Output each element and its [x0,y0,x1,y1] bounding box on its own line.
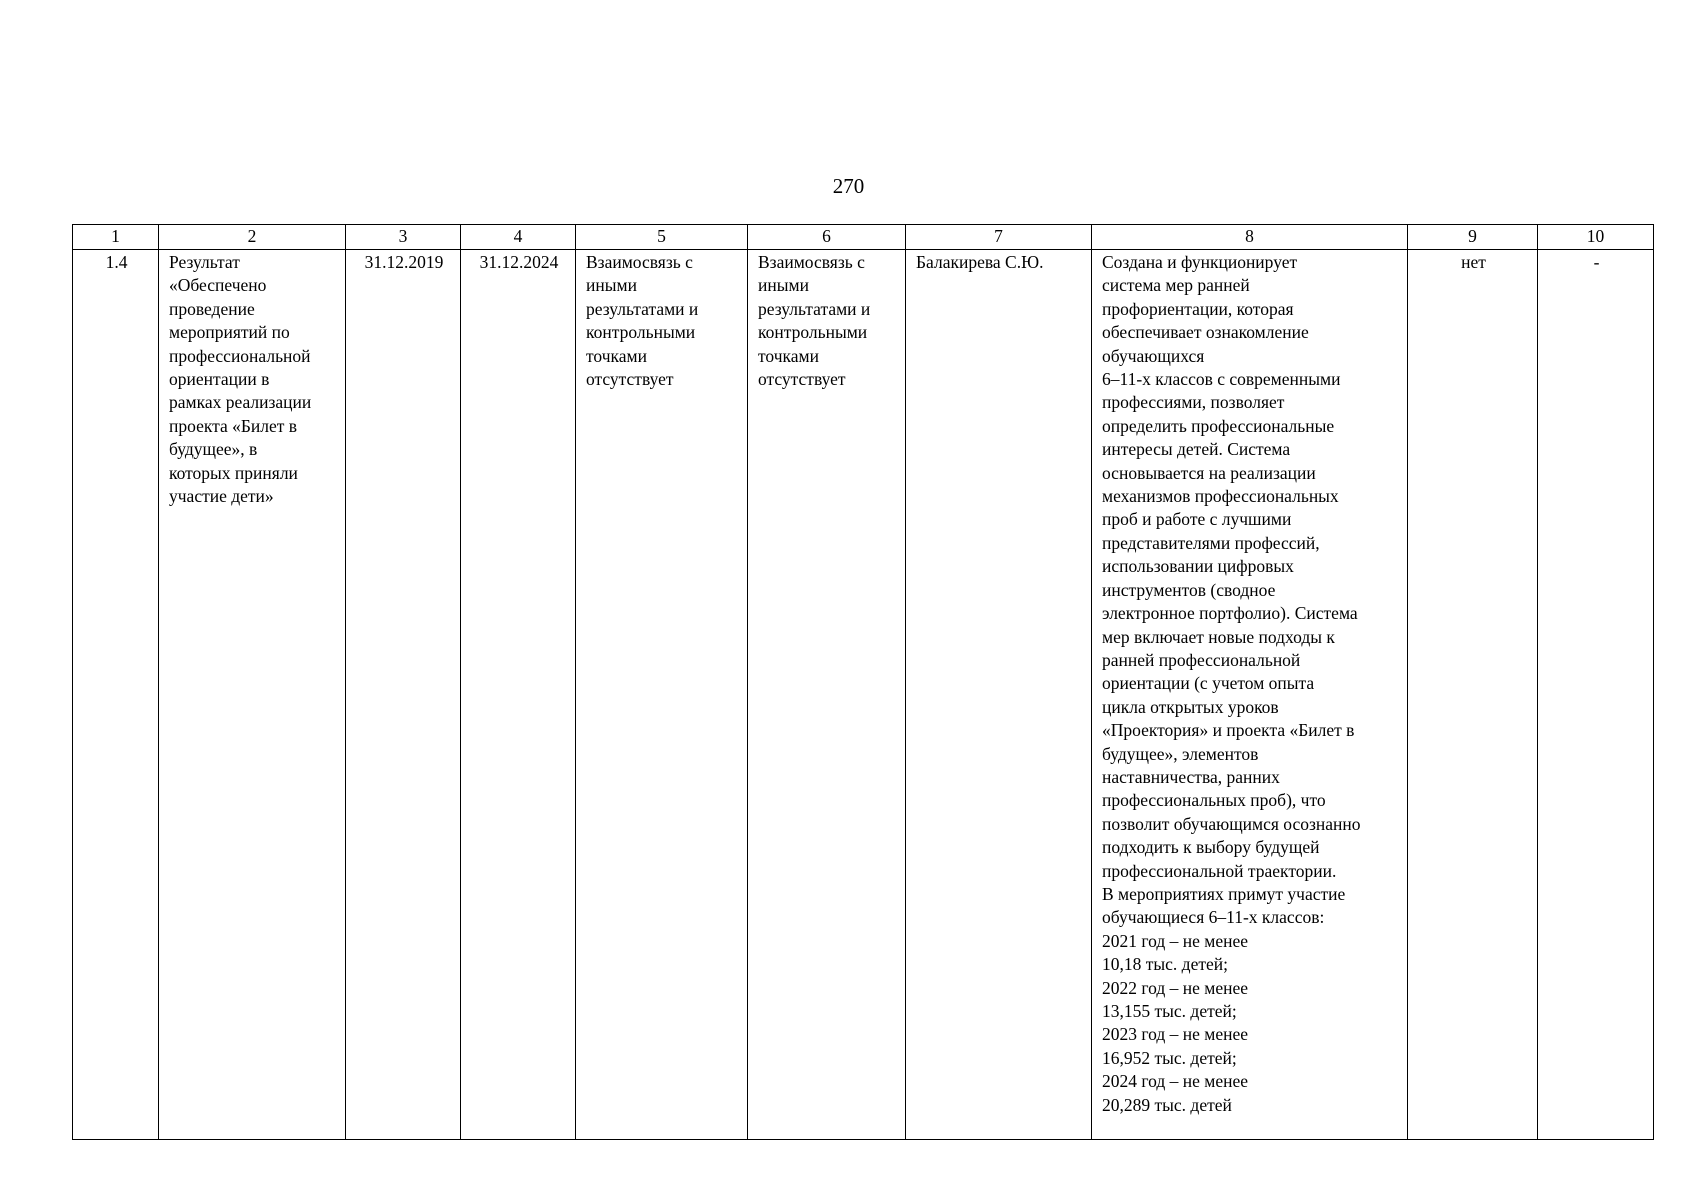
column-header-10: 10 [1538,225,1654,250]
table-row [73,250,1654,1140]
column-header-5: 5 [576,225,748,250]
page-number: 270 [832,174,865,198]
results-table [72,224,1654,1140]
row-number-cell: 1.4 [73,250,159,1140]
link-next-cell: Взаимосвязь с иными результатами и контрольными точками отсутствует [748,250,906,1140]
column-header-8: 8 [1092,225,1408,250]
description-cell: Создана и функционирует система мер ранней профориентации, которая обеспечивает ознакомление обучающихся 6–11-х классов с современными профессиями, позволяет определить профессиональные интересы детей. Система основывается на реализации механизмов профессиональных проб и работе с лучшими представителями профессий, использовании цифровых инструментов (сводное электронное портфолио). Система мер включает новые подходы к ранней профессиональной ориентации (с учетом опыта цикла открытых уроков «Проектория» и проекта «Билет в будущее», элементов наставничества, ранних профессиональных проб), что позволит обучающимся осознанно подходить к выбору будущей профессиональной траектории. В мероприятиях примут участие обучающиеся 6–11-х классов: 2021 год – не менее 10,18 тыс. детей; 2022 год – не менее 13,155 тыс. детей; 2023 год – не менее 16,952 тыс. детей; 2024 год – не менее 20,289 тыс. детей [1092,250,1408,1140]
column-header-9: 9 [1408,225,1538,250]
column-header-7: 7 [906,225,1092,250]
col9-value-cell: нет [1408,250,1538,1140]
column-header-1: 1 [73,225,159,250]
responsible-person-cell: Балакирева С.Ю. [906,250,1092,1140]
result-name-cell: Результат «Обеспечено проведение мероприятий по профессиональной ориентации в рамках реализации проекта «Билет в будущее», в которых приняли участие дети» [159,250,346,1140]
col10-value-cell: - [1538,250,1654,1140]
column-header-4: 4 [461,225,576,250]
column-number-row [73,225,1654,250]
column-header-2: 2 [159,225,346,250]
link-previous-cell: Взаимосвязь с иными результатами и контрольными точками отсутствует [576,250,748,1140]
column-header-6: 6 [748,225,906,250]
column-header-3: 3 [346,225,461,250]
start-date-cell: 31.12.2019 [346,250,461,1140]
end-date-cell: 31.12.2024 [461,250,576,1140]
